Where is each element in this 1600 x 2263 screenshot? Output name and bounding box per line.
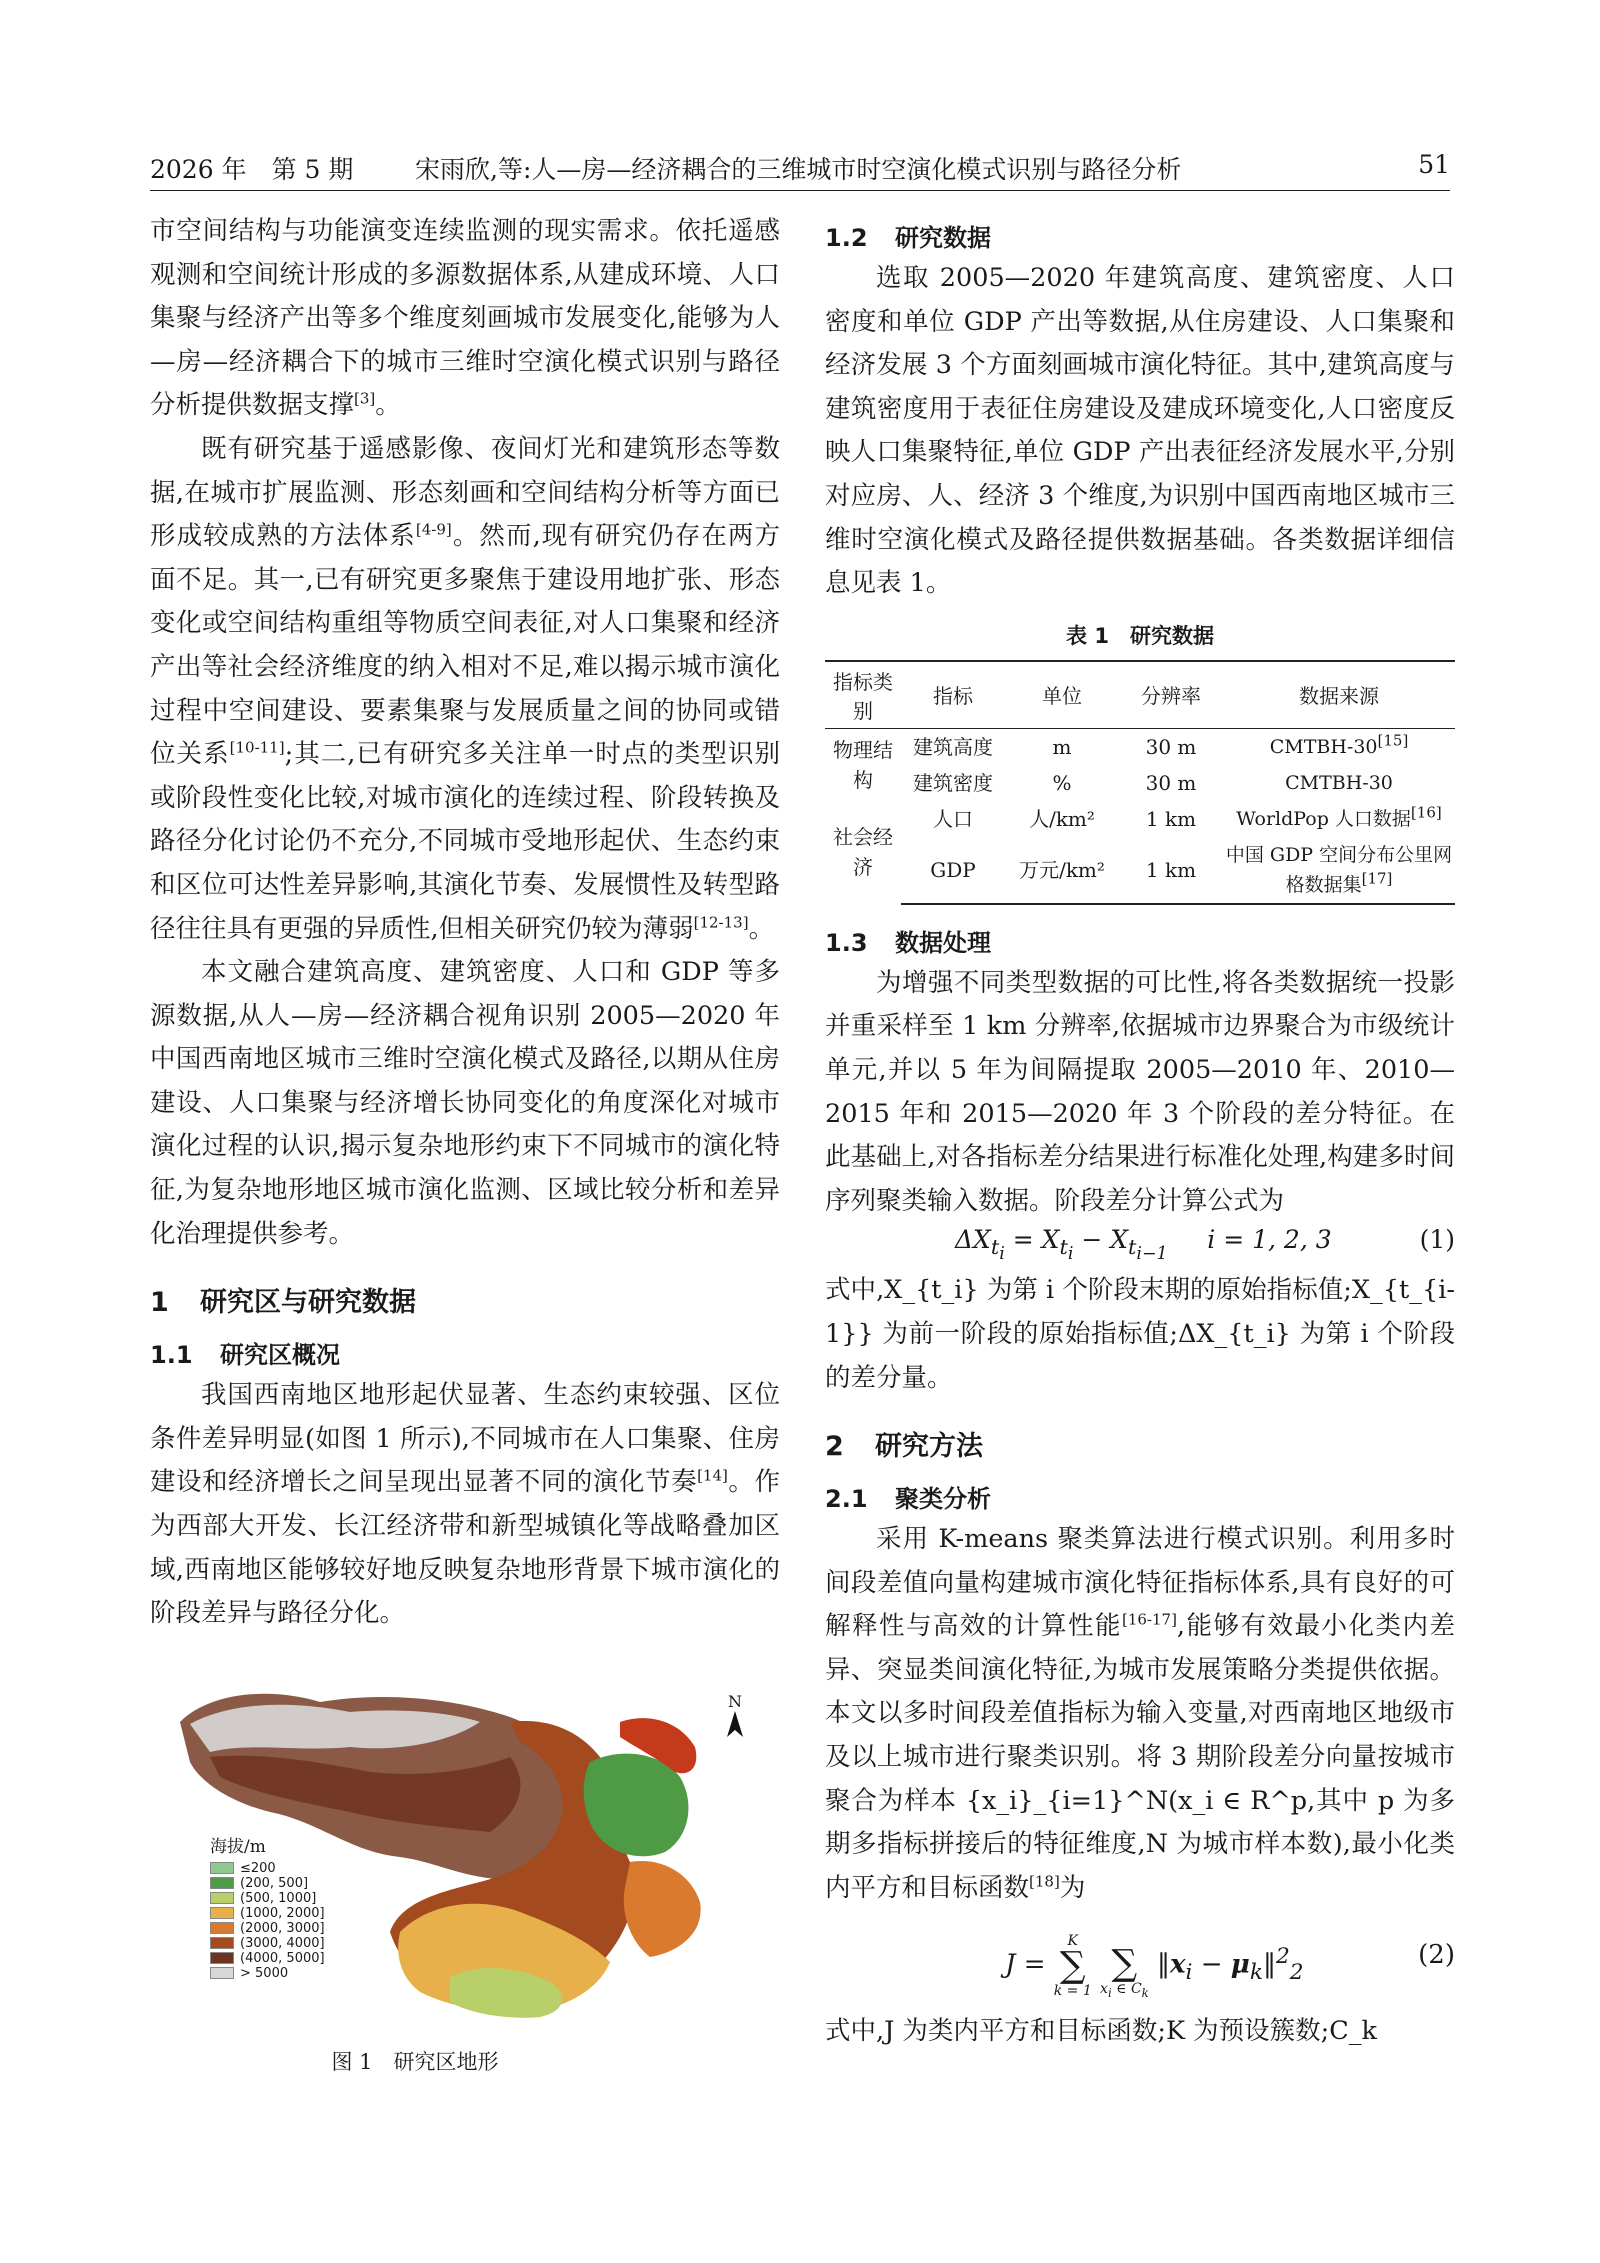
citation[interactable]: [10-11] [229, 738, 285, 757]
legend-swatch [210, 1952, 234, 1964]
running-title: 宋雨欣,等:人—房—经济耦合的三维城市时空演化模式识别与路径分析 [415, 155, 1182, 184]
paragraph: 选取 2005—2020 年建筑高度、建筑密度、人口密度和单位 GDP 产出等数据,从住房建设、人口集聚和经济发展 3 个方面刻画城市演化特征。其中,建筑高度与建筑密度用于表征住房建设及建成环境变化,人口密度反映人口集聚特征,单位 GDP 产出表征经济发展水平,分别对应房、人、经济 3 个维度,为识别中国西南地区城市三维时空演化模式及路径提供数据基础。各类数据详细信息见表 1。 [825, 263, 1455, 599]
north-arrow-icon [725, 1711, 745, 1737]
col-header: 指标 [901, 661, 1005, 729]
col-header: 数据来源 [1223, 661, 1455, 729]
legend-label: (2000, 3000] [240, 1920, 325, 1936]
legend-item [210, 1906, 325, 1921]
subsection-heading: 1.1 研究区概况 [150, 1341, 340, 1370]
citation[interactable]: [16] [1410, 803, 1442, 822]
terrain-map-figure [150, 1662, 780, 2042]
equation-number: (2) [1418, 1940, 1455, 1971]
paragraph: 本文融合建筑高度、建筑密度、人口和 GDP 等多源数据,从人—房—经济耦合视角识别 2005—2020 年中国西南地区城市三维时空演化模式及路径,以期从住房建设、人口集聚与经济增长协同变化的角度深化对城市演化过程的认识,揭示复杂地形约束下不同城市的演化特征,为复杂地形地区城市演化监测、区域比较分析和差异化治理提供参考。 [150, 957, 780, 1249]
category-cell: 社会经济 [833, 825, 893, 880]
citation[interactable]: [16-17] [1121, 1610, 1177, 1629]
legend-swatch [210, 1877, 234, 1889]
legend-swatch [210, 1892, 234, 1904]
legend-label: ≤200 [240, 1860, 276, 1876]
legend-label: (200, 500] [240, 1875, 309, 1891]
subsection-heading: 1.2 研究数据 [825, 224, 991, 252]
legend-item [210, 1951, 325, 1966]
legend-item [210, 1891, 325, 1906]
paragraph: 我国西南地区地形起伏显著、生态约束较强、区位条件差异明显(如图 1 所示),不同城市在人口集聚、住房建设和经济增长之间呈现出显著不同的演化节奏[14]。作为西部大开发、长江经济带和新型城镇化等战略叠加区域,西南地区能够较好地反映复杂地形背景下城市演化的阶段差异与路径分化。 [150, 1380, 780, 1629]
header-rule [150, 190, 1450, 191]
table-caption: 表 1 研究数据 [1066, 623, 1214, 648]
paragraph: 既有研究基于遥感影像、夜间灯光和建筑形态等数据,在城市扩展监测、形态刻画和空间结构分析等方面已形成较成熟的方法体系[4-9]。然而,现有研究仍存在两方面不足。其一,已有研究更多聚焦于建设用地扩张、形态变化或空间结构重组等物质空间表征,对人口集聚和经济产出等社会经济维度的纳入相对不足,难以揭示城市演化过程中空间建设、要素集聚与发展质量之间的协同或错位关系[10-11];其二,已有研究多关注单一时点的类型识别或阶段性变化比较,对城市演化的连续过程、阶段转换及路径分化讨论仍不充分,不同城市受地形起伏、生态约束和区位可达性差异影响,其演化节奏、发展惯性及转型路径往往具有更强的异质性,但相关研究仍较为薄弱[12-13]。 [150, 433, 780, 944]
legend-label: (4000, 5000] [240, 1950, 325, 1966]
paragraph: 采用 K-means 聚类算法进行模式识别。利用多时间段差值向量构建城市演化特征指标体系,具有良好的可解释性与高效的计算性能[16-17],能够有效最小化类内差异、突显类间演化特征,为城市发展策略分类提供依据。本文以多时间段差值指标为输入变量,对西南地区地级市及以上城市进行聚类识别。将 3 期阶段差分向量按城市聚合为样本 {x_i}_{i=1}^N(x_i ∈ R^p,其中 p 为多期多指标拼接后的特征维度,N 为城市样本数),最小化类内平方和目标函数[18]为 [825, 1524, 1455, 1903]
table-row: 物理结构 建筑高度 m 30 m CMTBH-30[15] [825, 728, 1455, 765]
equation-2: J = K ∑ k = 1 ∑ $x_i$ ∈ $C_k$ $‖x_i$ − $\mu_k‖^2_2$ (2) [1005, 1933, 1455, 2001]
paragraph: 为增强不同类型数据的可比性,将各类数据统一投影并重采样至 1 km 分辨率,依据城市边界聚合为市级统计单元,并以 5 年为间隔提取 2005—2010 年、2010—2015 年和 2015—2020 年 3 个阶段的差分特征。在此基础上,对各指标差分结果进行标准化处理,构建多时间序列聚类输入数据。阶段差分计算公式为 [825, 967, 1455, 1216]
citation[interactable]: [15] [1377, 731, 1409, 750]
citation[interactable]: [12-13] [693, 913, 749, 931]
legend-item [210, 1921, 325, 1936]
legend-item [210, 1861, 325, 1876]
page-number: 51 [1418, 150, 1450, 179]
guizhou-region [624, 1861, 701, 1957]
col-header: 单位 [1005, 661, 1119, 729]
table-row: GDP 万元/km² 1 km 中国 GDP 空间分布公里网格数据集[17] [825, 837, 1455, 904]
table-row: 社会经济 人口 人/km² 1 km WorldPop 人口数据[16] [825, 801, 1455, 837]
legend-item [210, 1936, 325, 1951]
table-row: 建筑密度 % 30 m CMTBH-30 [913, 770, 1393, 795]
citation[interactable]: [4-9] [415, 520, 452, 539]
citation[interactable]: [18] [1029, 1872, 1060, 1891]
citation[interactable]: [17] [1361, 869, 1393, 888]
paragraph: 式中,J 为类内平方和目标函数;K 为预设簇数;C_k [825, 2016, 1377, 2047]
legend-title: 海拔/m [210, 1836, 266, 1857]
legend-label: (3000, 4000] [240, 1935, 325, 1951]
section-heading: 1 研究区与研究数据 [150, 1287, 416, 1319]
legend-swatch [210, 1937, 234, 1949]
legend-swatch [210, 1907, 234, 1919]
legend-label: (500, 1000] [240, 1890, 317, 1906]
map-legend [210, 1832, 325, 1981]
legend-label: > 5000 [240, 1965, 289, 1981]
citation[interactable]: [3] [354, 389, 376, 408]
north-arrow: N [725, 1692, 745, 1741]
running-header [150, 150, 1450, 190]
legend-item [210, 1966, 325, 1981]
right-column [825, 210, 1455, 2054]
journal-issue: 2026 年 第 5 期 [150, 155, 354, 184]
section-heading: 2 研究方法 [825, 1431, 983, 1463]
citation[interactable]: [14] [697, 1466, 728, 1485]
subsection-heading: 2.1 聚类分析 [825, 1485, 991, 1514]
equation-1: $\Delta X_{t_i} = X_{t_i} - X_{t_{i-1}}$ i = 1, 2, 3 (1) [955, 1225, 1455, 1265]
left-column [150, 210, 780, 2076]
subsection-heading: 1.3 数据处理 [825, 928, 991, 957]
legend-item [210, 1876, 325, 1891]
category-cell: 物理结构 [833, 737, 893, 792]
legend-label: (1000, 2000] [240, 1905, 325, 1921]
paragraph: 市空间结构与功能演变连续监测的现实需求。依托遥感观测和空间统计形成的多源数据体系,从建成环境、人口集聚与经济产出等多个维度刻画城市发展变化,能够为人—房—经济耦合下的城市三维时空演化模式识别与路径分析提供数据支撑[3]。 [150, 216, 780, 421]
figure-caption: 图 1 研究区地形 [331, 2049, 499, 2074]
col-header: 分辨率 [1119, 661, 1223, 729]
legend-swatch [210, 1862, 234, 1874]
data-table [825, 660, 1455, 905]
paragraph: 式中,X_{t_i} 为第 i 个阶段末期的原始指标值;X_{t_{i-1}} 为前一阶段的原始指标值;ΔX_{t_i} 为第 i 个阶段的差分量。 [825, 1275, 1455, 1393]
col-header: 指标类别 [825, 661, 901, 729]
legend-swatch [210, 1922, 234, 1934]
equation-number: (1) [1419, 1225, 1455, 1255]
legend-swatch [210, 1967, 234, 1979]
